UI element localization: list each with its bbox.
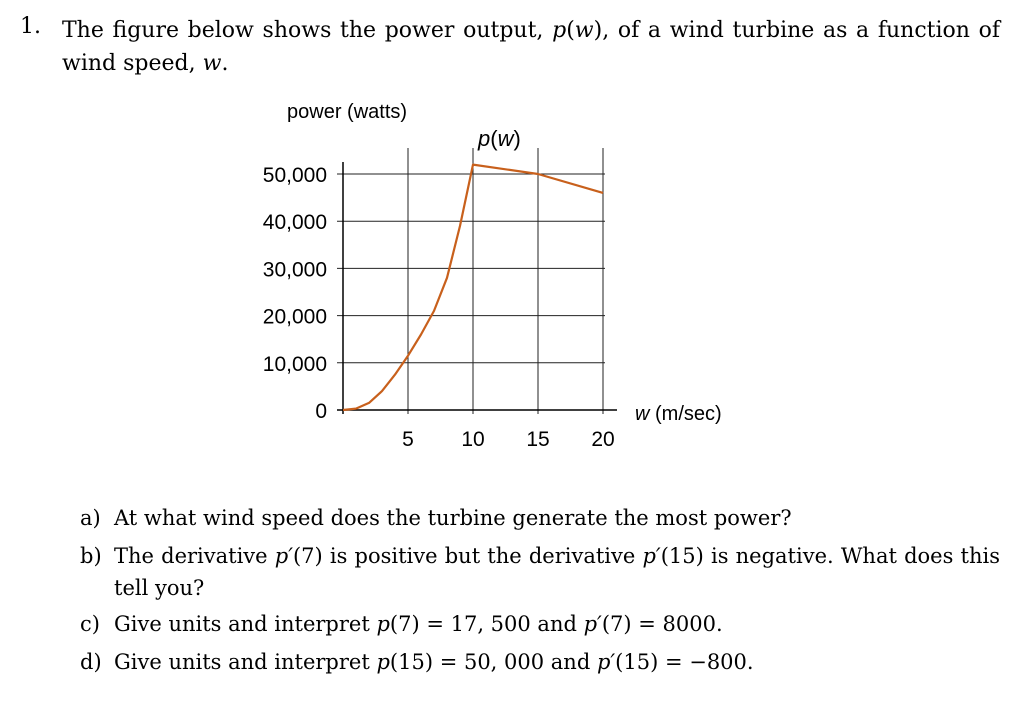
question-text: At what wind speed does the turbine generate the most power? — [114, 506, 792, 530]
power-chart — [240, 90, 740, 460]
problem-number: 1. — [20, 14, 41, 39]
stem-text: ( — [566, 18, 575, 43]
problem-stem — [62, 14, 1000, 80]
y-tick-label: 10,000 — [262, 352, 327, 376]
x-axis-title: w (m/sec) — [635, 403, 722, 425]
stem-text: The figure below shows the power output, — [62, 18, 553, 43]
question-label: d) — [80, 650, 102, 674]
y-axis-title: power (watts) — [287, 101, 408, 123]
question-math: p′ — [596, 650, 616, 674]
question-label: c) — [80, 612, 100, 636]
question-a — [80, 502, 1000, 534]
question-text: (15) = −800. — [615, 650, 754, 674]
x-tick-label: 10 — [461, 428, 485, 451]
y-tick-label: 40,000 — [262, 211, 327, 235]
curve-label: p(w) — [478, 126, 521, 151]
x-tick-label: 15 — [526, 428, 550, 451]
chart-labels — [263, 101, 722, 451]
question-text: (7) = 17, 500 and — [389, 612, 584, 636]
y-tick-label: 20,000 — [262, 305, 327, 329]
y-tick-label: 50,000 — [262, 164, 327, 187]
question-math: p′ — [642, 544, 661, 568]
chart-axes — [337, 162, 617, 414]
question-math: p — [376, 650, 390, 674]
question-label: a) — [80, 506, 101, 530]
x-tick-label: 5 — [402, 428, 414, 451]
chart-grid — [337, 148, 605, 414]
question-text: The derivative — [114, 544, 275, 568]
question-text: Give units and interpret — [114, 612, 377, 636]
stem-fn: p — [552, 18, 567, 43]
question-text: (15) = 50, 000 and — [389, 650, 597, 674]
question-c — [80, 608, 1000, 640]
stem-var: w — [202, 51, 222, 76]
question-text: (15) is negative. What does this tell you? — [114, 544, 1000, 600]
stem-text: . — [221, 51, 229, 76]
question-b — [80, 540, 1000, 604]
question-text: (7) is positive but the derivative — [292, 544, 643, 568]
y-tick-label: 0 — [315, 400, 327, 423]
question-text: (7) = 8000. — [601, 612, 723, 636]
stem-text: ), of a wind turbine as a function of wind speed, — [62, 18, 1000, 76]
y-tick-label: 30,000 — [262, 258, 327, 282]
question-label: b) — [80, 544, 102, 568]
x-tick-label: 20 — [591, 428, 615, 451]
question-math: p — [376, 612, 390, 636]
question-text: Give units and interpret — [114, 650, 377, 674]
question-math: p′ — [274, 544, 293, 568]
stem-var: w — [574, 18, 594, 43]
question-math: p′ — [583, 612, 602, 636]
question-d — [80, 646, 1000, 678]
